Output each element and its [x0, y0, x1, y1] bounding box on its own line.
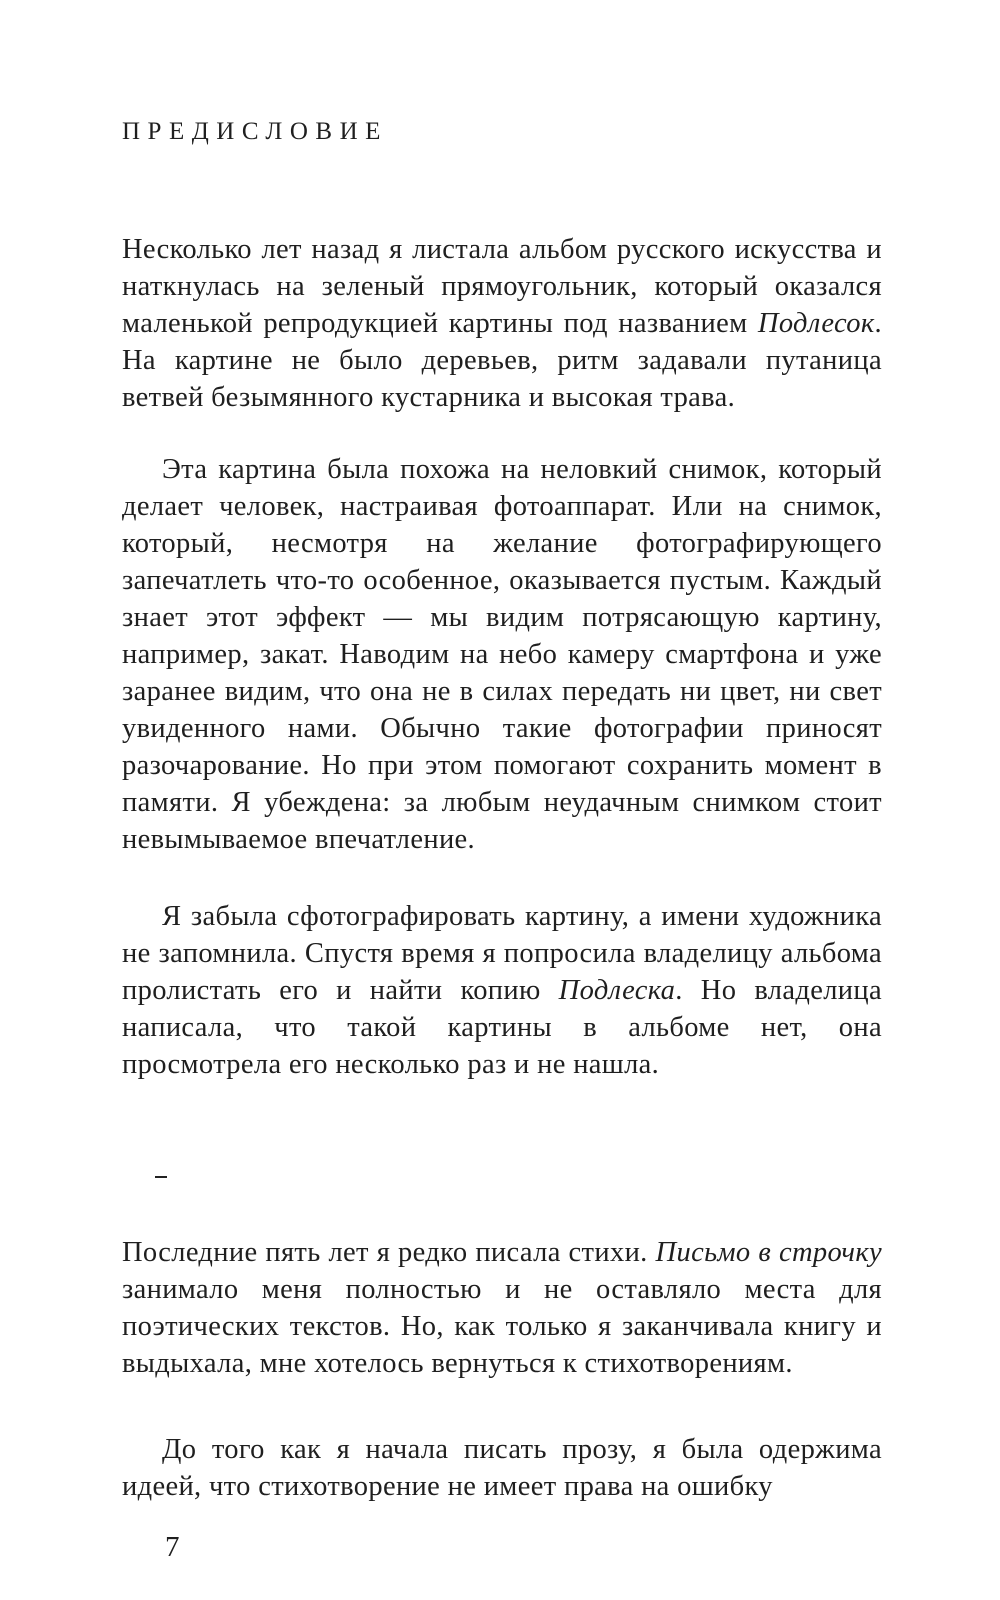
paragraph-2: Эта картина была похожа на неловкий снимок, который делает человек, настраивая фотоаппарат. Или на снимок, который, несмотря на желание фотографирующего запечатлеть что-то особенное, оказывается пустым. Каждый знает этот эффект — мы видим потрясающую картину, например, закат. Наводим на небо камеру смартфона и уже заранее видим, что она не в силах передать ни цвет, ни свет увиденного нами. Обычно такие фотографии приносят разочарование. Но при этом помогают сохранить момент в памяти. Я убеждена: за любым неудачным снимком стоит невымываемое впечатление. — [122, 454, 882, 855]
painting-title-italic: Подлесок — [757, 308, 875, 339]
paragraph-1-text-c: . На картине не было деревьев, ритм задавали путаница ветвей безымянного кустарника и высокая трава. — [122, 308, 882, 413]
page-number: 7 — [165, 1531, 180, 1563]
paragraph-3 — [122, 898, 882, 1083]
chapter-heading: ПРЕДИСЛОВИЕ — [122, 118, 388, 145]
book-title-italic: Письмо в строчку — [655, 1237, 883, 1268]
paragraph-3-text-c: . Но владелица написала, что такой картины в альбоме нет, она просмотрела его несколько раз и не нашла. — [122, 975, 882, 1080]
section-separator-dash — [155, 1176, 167, 1178]
paragraph-4 — [122, 1234, 882, 1382]
paragraph-4-text-a: Последние пять лет я редко писала стихи. — [122, 1237, 656, 1268]
paragraph-3-text-a: Я забыла сфотографировать картину, а имени художника не запомнила. Спустя время я попросила владелицу альбома пролистать его и найти копию — [122, 901, 882, 1006]
painting-title-italic-2: Подлеска — [558, 975, 676, 1006]
paragraph-1-text-a: Несколько лет назад я листала альбом русского искусства и наткнулась на зеленый прямоугольник, который оказался маленькой репродукцией картины под названием — [122, 234, 882, 339]
paragraph-1 — [122, 231, 882, 416]
paragraph-4-text-c: занимало меня полностью и не оставляло места для поэтических текстов. Но, как только я заканчивала книгу и выдыхала, мне хотелось вернуться к стихотворениям. — [122, 1274, 882, 1379]
paragraph-5: До того как я начала писать прозу, я была одержима идеей, что стихотворение не имеет права на ошибку — [122, 1434, 882, 1502]
